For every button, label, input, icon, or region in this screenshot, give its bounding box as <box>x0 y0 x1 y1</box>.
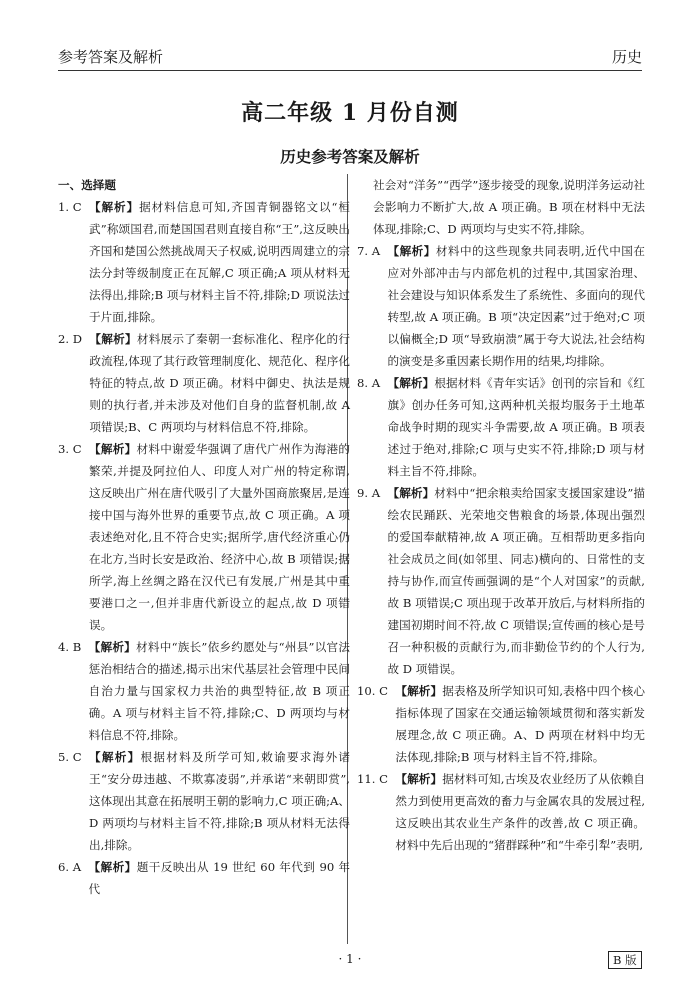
answer-item <box>357 240 645 372</box>
answer-number: 6. A <box>58 860 89 874</box>
answer-text: 题干反映出从 19 世纪 60 年代到 90 年代 <box>88 860 350 896</box>
answer-body <box>89 328 350 438</box>
answer-body <box>89 196 350 328</box>
answer-item <box>58 636 350 746</box>
answer-number: 4. B <box>58 640 89 654</box>
answer-text: 据材料可知,古埃及农业经历了从依赖自然力到使用更高效的畜力与金属农具的发展过程,这反映出其农业生产条件的改善,故 C 项正确。材料中先后出现的“猪群踩种”和“牛牵引犁”表明, <box>395 772 645 852</box>
answer-item <box>58 196 350 328</box>
answer-body <box>388 372 646 482</box>
page-number: · 1 · <box>338 952 362 966</box>
answer-text: 据材料信息可知,齐国青铜器铭文以“桓武”称颂国君,而楚国国君则直接自称“王”,这反映出齐国和楚国公然挑战周天子权威,说明西周建立的宗法分封等级制度正在瓦解,C 项正确;A 项从材料无法得出,排除;B 项与材料主旨不符,排除;D 项说法过于片面,排除。 <box>89 200 350 324</box>
answer-number: 3. C <box>58 442 89 456</box>
answer-number: 1. C <box>58 200 89 214</box>
answer-item <box>58 328 350 438</box>
version-badge: B 版 <box>608 951 642 969</box>
answer-text: 材料中“把余粮卖给国家支援国家建设”描绘农民踊跃、光荣地交售粮食的场景,体现出强烈的爱国奉献精神,故 A 项正确。互相帮助更多指向社会成员之间(如邻里、同志)横向的、日常性的支持与协作,而宣传画强调的是“个人对国家”的贡献,故 B 项错误;C 项出现于改革开放后,与材料所指的建国初期时间不符,故 C 项错误;宣传画的核心是号召一种积极的贡献行为,而非勤俭节约的个人行为,故 D 项错误。 <box>387 486 645 676</box>
page-header <box>58 40 642 71</box>
answer-number: 7. A <box>357 244 388 258</box>
page-subtitle: 历史参考答案及解析 <box>280 147 420 166</box>
answer-number: 2. D <box>58 332 90 346</box>
header-section-title: 参考答案及解析 <box>58 48 164 66</box>
answer-number: 9. A <box>357 486 388 500</box>
answer-text: 材料中“族长”依乡约愿处与“州县”以官法惩治相结合的描述,揭示出宋代基层社会管理中民间自治力量与国家权力共治的典型特征,故 B 项正确。A 项与材料主旨不符,排除;C、D 两项均与材料信息不符,排除。 <box>88 640 350 742</box>
answer-body <box>89 636 350 746</box>
continued-answer: 社会对“洋务”“西学”逐步接受的现象,说明洋务运动社会影响力不断扩大,故 A 项正确。B 项在材料中无法体现,排除;C、D 两项均与史实不符,排除。 <box>373 178 645 236</box>
answer-text: 材料中谢爱华强调了唐代广州作为海港的繁荣,并提及阿拉伯人、印度人对广州的特定称谓,这反映出广州在唐代吸引了大量外国商旅聚居,是连接中国与海外世界的重要节点,故 C 项正确。A 项表述绝对化,且不符合史实;据所学,唐代经济重心仍在北方,当时长安是政治、经济中心,故 B 项错误;据所学,海上丝绸之路在汉代已有发展,广州是其中重要港口之一,但并非唐代新设立的起点,故 D 项错误。 <box>89 442 350 632</box>
analysis-tag: 【解析】 <box>89 332 137 346</box>
analysis-tag: 【解析】 <box>387 376 435 390</box>
analysis-tag: 【解析】 <box>88 860 137 874</box>
answer-text: 材料展示了秦朝一套标准化、程序化的行政流程,体现了其行政管理制度化、规范化、程序化特征的特点,故 D 项正确。材料中御史、执法是规则的执行者,并未涉及对他们自身的监督机制,故 A 项错误;B、C 两项均与材料信息不符,排除。 <box>89 332 350 434</box>
left-column <box>58 174 350 900</box>
answer-number: 8. A <box>357 376 388 390</box>
answer-text: 据表格及所学知识可知,表格中四个核心指标体现了国家在交通运输领域贯彻和落实新发展理念,故 C 项正确。A、D 两项在材料中均无法体现,排除;B 项与材料主旨不符,排除。 <box>395 684 645 764</box>
answer-body <box>388 482 646 680</box>
analysis-tag: 【解析】 <box>395 684 443 698</box>
analysis-tag: 【解析】 <box>395 772 443 786</box>
answer-item <box>58 438 350 636</box>
answer-item <box>58 856 350 900</box>
answer-item <box>58 746 350 856</box>
answer-body <box>388 240 646 372</box>
answer-text: 材料中的这些现象共同表明,近代中国在应对外部冲击与内部危机的过程中,其国家治理、社会建设与知识体系发生了系统性、多面向的现代转型,故 A 项正确。B 项“决定因素”过于绝对;C 项以偏概全;D 项“导致崩溃”属于夸大说法,社会结构的演变是多重因素长期作用的结果,均排除。 <box>387 244 645 368</box>
answer-item <box>357 372 645 482</box>
analysis-tag: 【解析】 <box>89 200 140 214</box>
section-heading: 一、选择题 <box>58 178 116 192</box>
analysis-tag: 【解析】 <box>387 486 435 500</box>
header-subject: 历史 <box>611 48 642 66</box>
answer-item <box>357 768 645 856</box>
answer-body <box>89 438 350 636</box>
answer-body <box>89 856 351 900</box>
answer-number: 5. C <box>58 750 89 764</box>
analysis-tag: 【解析】 <box>387 244 436 258</box>
page-title: 高二年级 1 月份自测 <box>241 100 459 126</box>
answer-text: 根据材料《青年实话》创刊的宗旨和《红旗》创办任务可知,这两种机关报均服务于土地革命战争时期的现实斗争需要,故 A 项正确。B 项表述过于绝对,排除;C 项与史实不符,排除;D 项与材料主旨不符,排除。 <box>387 376 645 478</box>
answer-item <box>357 680 645 768</box>
answer-number: 11. C <box>357 772 396 786</box>
answer-number: 10. C <box>357 684 396 698</box>
analysis-tag: 【解析】 <box>89 750 141 764</box>
right-column <box>357 174 645 856</box>
answer-body <box>395 680 645 768</box>
answer-text: 根据材料及所学可知,敕谕要求海外诸王“安分毋违越、不欺寡凌弱”,并承诺“来朝即赏”,这体现出其意在拓展明王朝的影响力,C 项正确;A、D 两项均与材料主旨不符,排除;B 项从材料无法得出,排除。 <box>89 750 350 852</box>
analysis-tag: 【解析】 <box>89 442 137 456</box>
answer-body <box>395 768 645 856</box>
answer-item <box>357 482 645 680</box>
analysis-tag: 【解析】 <box>88 640 137 654</box>
answer-body <box>89 746 350 856</box>
